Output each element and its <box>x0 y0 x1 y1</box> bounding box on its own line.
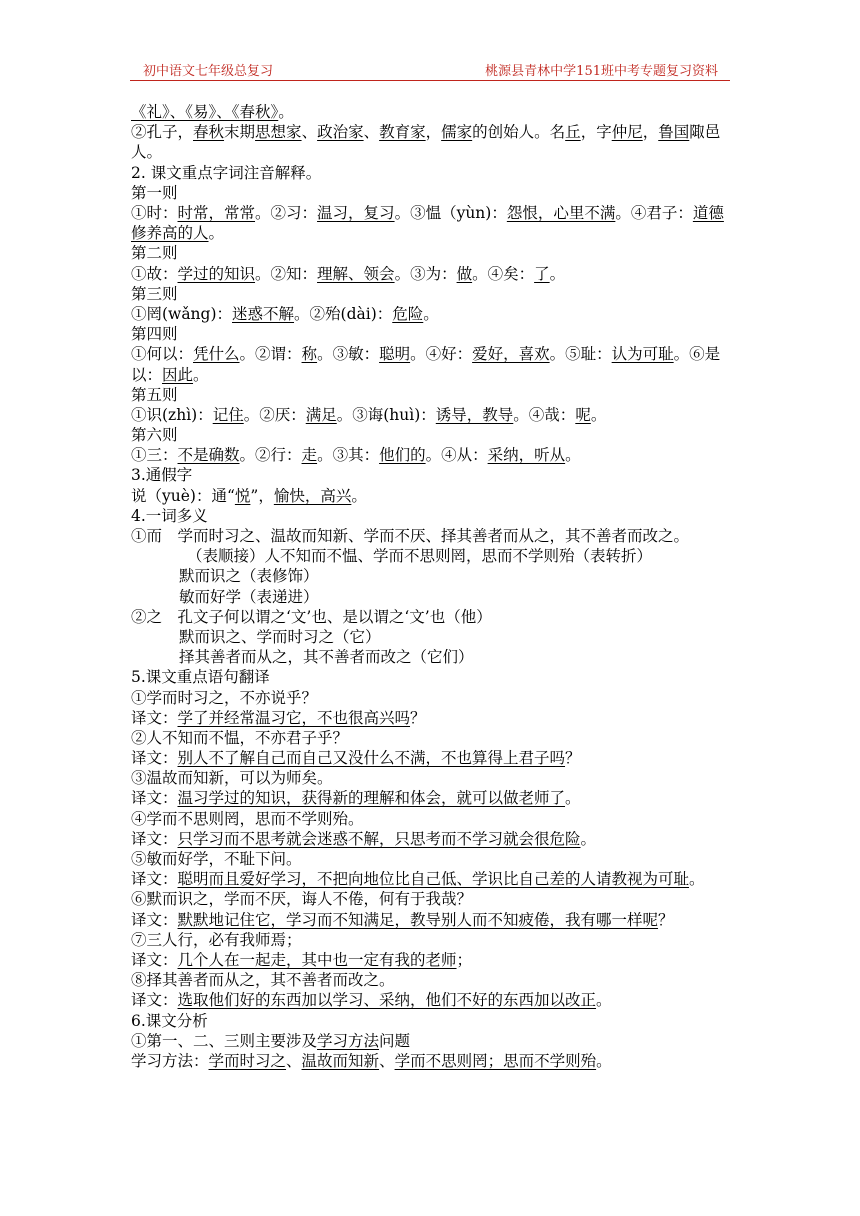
underlined-answer: 几个人在一起走，其中也一定有我的老师 <box>177 950 457 969</box>
text-segment: ①何以： <box>131 345 194 364</box>
text-line <box>131 587 736 607</box>
underlined-answer: 采纳，听从 <box>487 446 566 465</box>
text-line <box>131 910 736 930</box>
text-line <box>131 889 736 909</box>
text-line <box>131 647 736 667</box>
underlined-answer: 了 <box>534 264 550 283</box>
header-right-title: 桃源县青林中学151班中考专题复习资料 <box>485 64 718 79</box>
underlined-answer: 不是确数 <box>177 446 240 465</box>
text-line <box>131 708 736 728</box>
text-segment: 。 <box>193 365 209 384</box>
text-line <box>131 970 736 990</box>
text-segment: （表顺接）人不知而不愠、学而不思则罔，思而不学则殆（表转折） <box>187 547 653 566</box>
underlined-answer: 温故而知新 <box>301 1051 380 1070</box>
text-line <box>131 930 736 950</box>
text-segment: ①学而时习之，不亦说乎？ <box>131 688 318 707</box>
page-header <box>130 60 730 80</box>
underlined-answer: 称 <box>301 345 318 364</box>
text-segment: 。③敏： <box>317 345 380 364</box>
text-segment: 。 <box>596 991 612 1010</box>
text-line <box>131 1011 736 1031</box>
text-segment: ⑦三人行，必有我师焉； <box>131 930 302 949</box>
text-segment: 。 <box>590 405 607 424</box>
text-segment: ①而 学而时习之、温故而知新、学而不厌、择其善者而从之，其不善者而改之。 <box>131 527 690 546</box>
text-segment: 陬邑人。 <box>131 123 721 162</box>
underlined-answer: 仲尼 <box>611 123 643 142</box>
text-segment: 译文： <box>131 950 178 969</box>
text-segment: 译文： <box>131 749 178 768</box>
text-segment: 。 <box>549 264 566 283</box>
underlined-answer: 时常，常常 <box>177 203 256 222</box>
text-segment: 默而识之、学而时习之（它） <box>179 627 381 646</box>
text-line <box>131 183 736 203</box>
underlined-answer: 丘 <box>565 123 581 142</box>
text-segment: ，字 <box>580 123 612 142</box>
underlined-answer: 道德修养高的人 <box>131 203 724 243</box>
text-line <box>131 748 736 768</box>
underlined-answer: 鲁国 <box>658 123 690 142</box>
text-segment: 。 <box>689 870 705 889</box>
underlined-answer: 学了并经常温习它，不也很高兴吗 <box>177 708 411 727</box>
text-segment: 问题 <box>379 1031 411 1050</box>
text-segment: 默而识之（表修饰） <box>179 567 319 586</box>
text-segment: 第三则 <box>131 284 178 303</box>
underlined-answer: 只学习而不思考就会迷惑不解，只思考而不学习就会很危险 <box>177 829 581 848</box>
text-segment: ①时： <box>131 203 178 222</box>
underlined-answer: 愉快，高兴 <box>273 486 352 505</box>
text-segment: 译文： <box>131 910 178 929</box>
text-segment: 第六则 <box>131 426 178 445</box>
text-segment: ？ <box>658 910 674 929</box>
text-segment: 。④从： <box>425 446 488 465</box>
underlined-answer: 选取他们好的东西加以学习、采纳，他们不好的东西加以改正 <box>177 991 597 1010</box>
text-segment: 择其善者而从之，其不善者而改之（它们） <box>179 648 474 667</box>
text-segment: 的创始人。名 <box>472 123 566 142</box>
text-segment: 。③诲(huì)： <box>336 405 436 424</box>
text-segment: 第一则 <box>131 183 178 202</box>
text-line <box>131 869 736 889</box>
text-segment: 译文： <box>131 829 178 848</box>
text-segment: 译文： <box>131 789 178 808</box>
underlined-answer: 满足 <box>305 405 337 424</box>
header-rule <box>130 80 730 81</box>
text-line <box>131 849 736 869</box>
text-segment: 。④君子： <box>615 203 693 222</box>
text-segment: ？ <box>565 749 581 768</box>
underlined-answer: 儒家 <box>441 123 473 142</box>
text-segment: ⑤敏而好学，不耻下问。 <box>131 850 302 869</box>
text-segment: 5.课文重点语句翻译 <box>131 668 270 687</box>
text-segment: 3.通假字 <box>131 466 193 485</box>
underlined-answer: 聪明而且爱好学习，不把向地位比自己低、学识比自己差的人请教视为可耻 <box>177 870 690 889</box>
text-segment: 。④矣： <box>472 264 535 283</box>
text-line <box>131 465 736 485</box>
text-line <box>131 627 736 647</box>
text-line <box>131 304 736 324</box>
text-line <box>131 203 736 243</box>
text-segment: 第五则 <box>131 385 178 404</box>
text-segment: 。③其： <box>317 446 380 465</box>
text-line <box>131 243 736 263</box>
underlined-answer: 因此 <box>162 365 194 384</box>
underlined-answer: 认为可耻 <box>611 345 674 364</box>
text-segment: 。③愠（yùn)： <box>394 203 507 222</box>
underlined-answer: 呢 <box>575 405 591 424</box>
text-segment: 。 <box>208 224 225 243</box>
text-segment: ③温故而知新，可以为师矣。 <box>131 769 333 788</box>
text-segment: 。 <box>565 446 581 465</box>
underlined-answer: 温习，复习 <box>317 203 395 222</box>
underlined-answer: 危险 <box>392 304 424 323</box>
text-segment: 。 <box>351 486 367 505</box>
underlined-answer: 做 <box>456 264 473 283</box>
underlined-answer: 学而时习之 <box>208 1051 287 1070</box>
text-line <box>131 1051 736 1071</box>
text-segment: 。④哉： <box>513 405 576 424</box>
text-segment: 4.一词多义 <box>131 506 208 525</box>
text-segment: 。②谓： <box>239 345 302 364</box>
text-segment: 、 <box>301 123 318 142</box>
text-segment: 。④好： <box>410 345 473 364</box>
text-segment: ， <box>425 123 442 142</box>
underlined-answer: 学习方法 <box>317 1031 380 1050</box>
underlined-answer: 学而不思则罔；思而不学则殆 <box>394 1051 597 1070</box>
underlined-answer: 政治家 <box>317 123 364 142</box>
text-segment: ①故： <box>131 264 178 283</box>
text-segment: 。 <box>423 304 439 323</box>
text-line <box>131 385 736 405</box>
text-line <box>131 163 736 183</box>
text-line <box>131 688 736 708</box>
text-segment: ①三： <box>131 446 178 465</box>
text-segment: ②之 孔文子何以谓之‘文’也、是以谓之‘文’也（他） <box>131 607 492 626</box>
text-segment: 6.课文分析 <box>131 1011 208 1030</box>
text-line <box>131 425 736 445</box>
text-line <box>131 768 736 788</box>
text-line <box>131 990 736 1010</box>
text-segment: ？ <box>410 708 426 727</box>
text-segment: 译文： <box>131 991 178 1010</box>
text-segment: 说（yuè)：通“ <box>131 486 235 505</box>
text-segment: ， <box>642 123 659 142</box>
text-line <box>131 667 736 687</box>
text-line <box>131 344 736 384</box>
text-segment: ⑧择其善者而从之，其不善者而改之。 <box>131 971 395 990</box>
text-segment: 。②行： <box>239 446 302 465</box>
underlined-answer: 教育家 <box>379 123 426 142</box>
text-segment: 、 <box>286 1051 302 1070</box>
underlined-answer: 聪明 <box>379 345 411 364</box>
text-segment: ①识(zhì)： <box>131 405 213 424</box>
text-line <box>131 102 736 122</box>
text-line <box>131 284 736 304</box>
text-segment: ”， <box>250 486 274 505</box>
text-segment: 。②习： <box>255 203 318 222</box>
underlined-answer: 诱导，教导 <box>435 405 514 424</box>
underlined-answer: 走 <box>301 446 318 465</box>
text-line <box>131 809 736 829</box>
text-segment: 学习方法： <box>131 1051 209 1070</box>
text-segment: 译文： <box>131 708 178 727</box>
underlined-answer: 他们的 <box>379 446 426 465</box>
text-segment: 2. 课文重点字词注音解释。 <box>131 163 322 182</box>
text-line <box>131 829 736 849</box>
text-line <box>131 506 736 526</box>
text-segment: ； <box>456 950 473 969</box>
text-line <box>131 728 736 748</box>
text-segment: 。 <box>565 789 581 808</box>
text-line <box>131 566 736 586</box>
underlined-answer: 爱好，喜欢 <box>472 345 550 364</box>
text-segment: ⑥默而识之，学而不厌，诲人不倦，何有于我哉？ <box>131 890 473 909</box>
text-line <box>131 486 736 506</box>
text-line <box>131 324 736 344</box>
underlined-answer: 学过的知识 <box>177 264 256 283</box>
text-line <box>131 405 736 425</box>
text-segment: 末期 <box>224 123 256 142</box>
text-segment: 第四则 <box>131 325 178 344</box>
text-line <box>131 788 736 808</box>
text-segment: ①罔(wǎng)： <box>131 304 233 323</box>
underlined-answer: 记住 <box>212 405 244 424</box>
underlined-answer: 《礼》、《易》、《春秋》 <box>131 103 279 121</box>
underlined-answer: 凭什么 <box>193 345 240 364</box>
text-segment: ①第一、二、三则主要涉及 <box>131 1031 318 1050</box>
text-segment: 。②知： <box>255 264 318 283</box>
underlined-answer: 春秋 <box>193 123 225 142</box>
text-segment: 。②殆(dài)： <box>294 304 393 323</box>
underlined-answer: 悦 <box>234 486 251 505</box>
text-segment: 、 <box>379 1051 395 1070</box>
text-line <box>131 264 736 284</box>
underlined-answer: 别人不了解自己而自己又没什么不满，不也算得上君子吗 <box>177 749 566 768</box>
text-line <box>131 546 736 566</box>
text-line <box>131 1031 736 1051</box>
header-left-title: 初中语文七年级总复习 <box>143 64 274 79</box>
text-segment: 第二则 <box>131 244 178 263</box>
text-segment: ②孔子， <box>131 123 194 142</box>
text-segment: 译文： <box>131 870 178 889</box>
text-segment: 。 <box>580 829 597 848</box>
text-segment: 。③为： <box>394 264 457 283</box>
text-line <box>131 526 736 546</box>
text-segment: 、 <box>363 123 380 142</box>
text-segment: 。②厌： <box>243 405 306 424</box>
text-segment: 。 <box>596 1051 612 1070</box>
underlined-answer: 怨恨，心里不满 <box>506 203 616 222</box>
text-segment: ②人不知而不愠，不亦君子乎？ <box>131 728 349 747</box>
text-line <box>131 122 736 162</box>
underlined-answer: 默默地记住它，学习而不知满足，教导别人而不知疲倦，我有哪一样呢 <box>177 910 659 929</box>
underlined-answer: 理解、领会 <box>317 264 395 283</box>
underlined-answer: 迷惑不解 <box>232 304 295 323</box>
text-segment: 。⑥是以： <box>131 345 721 384</box>
text-segment: 敏而好学（表递进） <box>179 587 319 606</box>
document-body <box>131 102 736 1071</box>
text-line <box>131 607 736 627</box>
text-segment: 。⑤耻： <box>549 345 612 364</box>
underlined-answer: 思想家 <box>255 123 302 142</box>
text-line <box>131 950 736 970</box>
text-line <box>131 445 736 465</box>
text-segment: ④学而不思则罔，思而不学则殆。 <box>131 809 364 828</box>
text-segment: 。 <box>278 103 294 121</box>
underlined-answer: 温习学过的知识，获得新的理解和体会，就可以做老师了 <box>177 789 566 808</box>
